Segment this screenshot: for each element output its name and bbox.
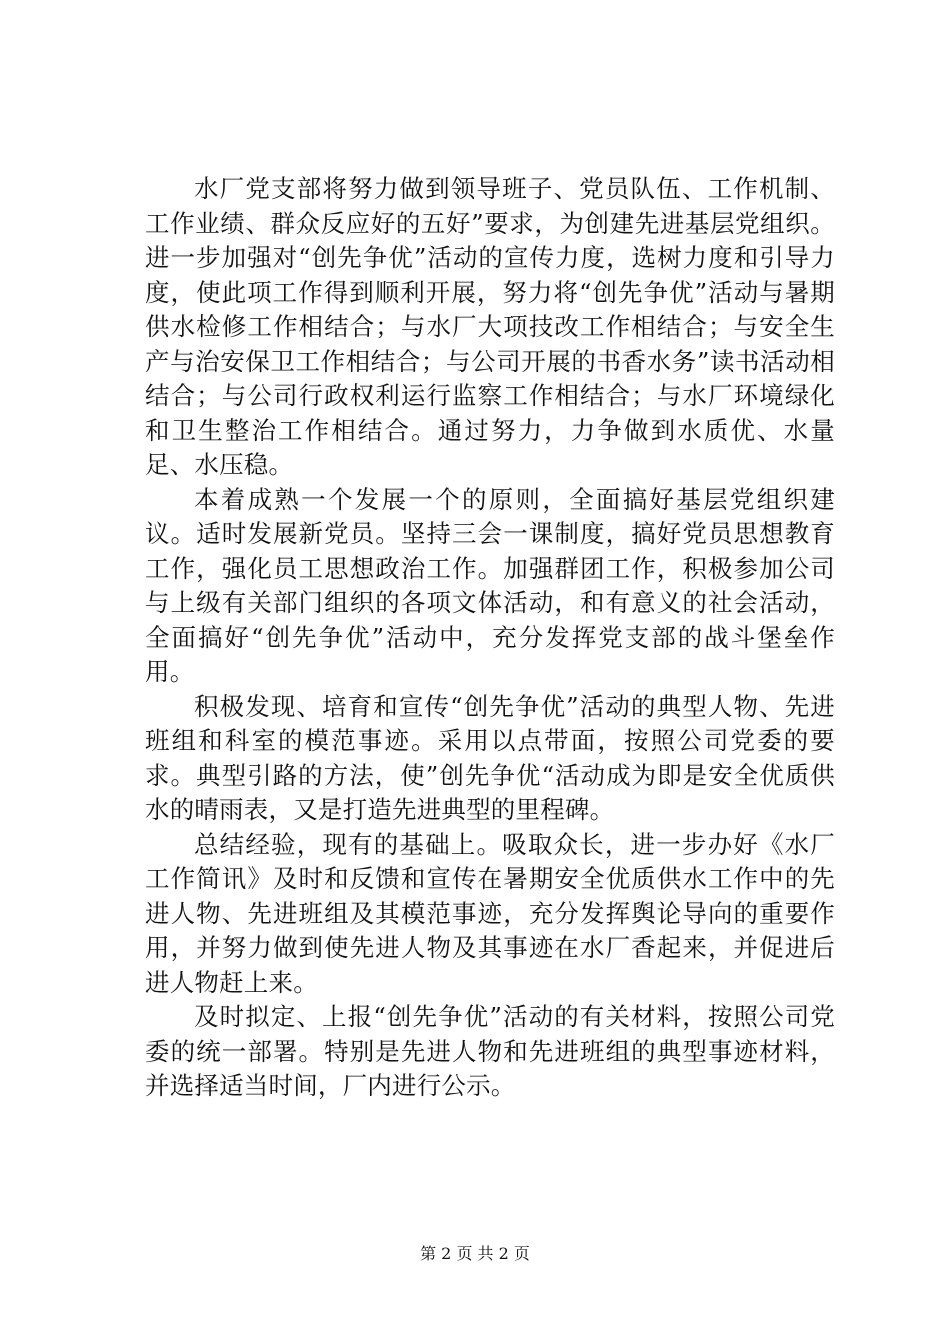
paragraph-1: 水厂党支部将努力做到领导班子、党员队伍、工作机制、工作业绩、群众反应好的五好”要求，为创建先进基层党组织。进一步加强对“创先争优”活动的宣传力度，选树力度和引导力度，使此项工作得到顺利开展，努力将“创先争优”活动与暑期供水检修工作相结合；与水厂大项技改工作相结合；与安全生产与治安保卫工作相结合；与公司开展的书香水务”读书活动相结合；与公司行政权利运行监察工作相结合；与水厂环境绿化和卫生整治工作相结合。通过努力，力争做到水质优、水量足、水压稳。 [145, 174, 835, 479]
paragraph-4: 总结经验，现有的基础上。吸取众长，进一步办好《水厂工作简讯》及时和反馈和宣传在暑期安全优质供水工作中的先进人物、先进班组及其模范事迹，充分发挥舆论导向的重要作用，并努力做到使先进人物及其事迹在水厂香起来，并促进后进人物赶上来。 [145, 829, 835, 997]
paragraph-3: 积极发现、培育和宣传“创先争优”活动的典型人物、先进班组和科室的模范事迹。采用以点带面，按照公司党委的要求。典型引路的方法，使”创先争优“活动成为即是安全优质供水的晴雨表，又是打造先进典型的里程碑。 [145, 691, 835, 824]
page-number-footer: 第 2 页 共 2 页 [420, 1244, 530, 1263]
document-body [145, 172, 835, 1104]
paragraph-5: 及时拟定、上报“创先争优”活动的有关材料，按照公司党委的统一部署。特别是先进人物和先进班组的典型事迹材料，并选择适当时间，厂内进行公示。 [145, 1002, 835, 1100]
paragraph-2: 本着成熟一个发展一个的原则，全面搞好基层党组织建议。适时发展新党员。坚持三会一课制度，搞好党员思想教育工作，强化员工思想政治工作。加强群团工作，积极参加公司与上级有关部门组织的各项文体活动，和有意义的社会活动，全面搞好“创先争优”活动中，充分发挥党支部的战斗堡垒作用。 [145, 484, 835, 686]
